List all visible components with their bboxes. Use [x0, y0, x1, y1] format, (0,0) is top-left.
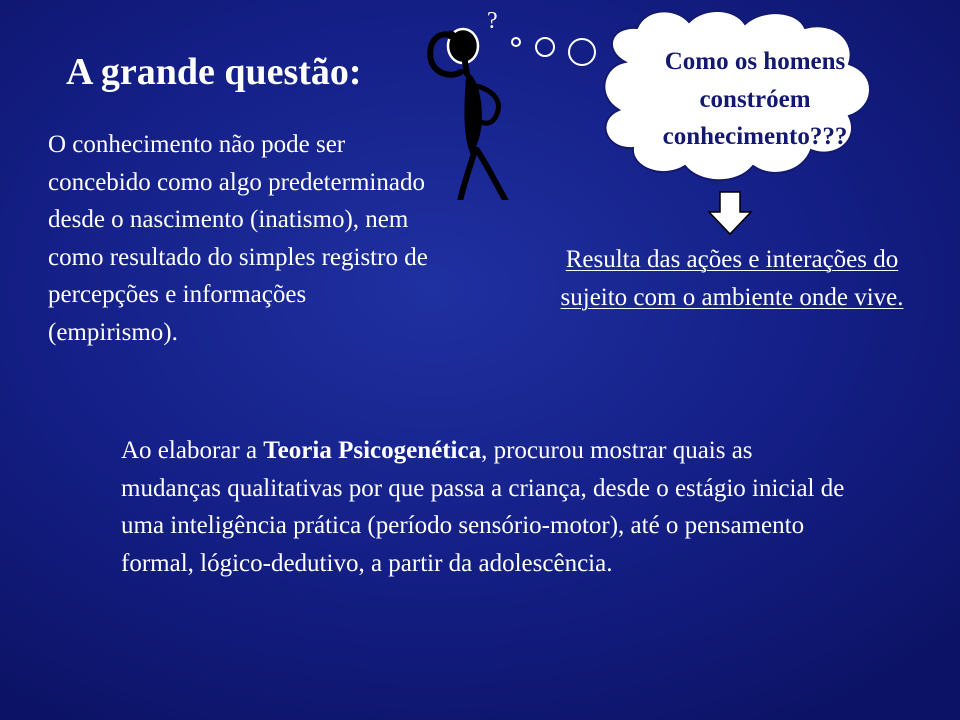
thought-cloud-text [612, 43, 898, 156]
body-prefix: Ao elaborar a [121, 437, 264, 464]
question-mark-label: ? [487, 8, 498, 34]
body-suffix: , procurou mostrar quais as mudanças qualitativas por que passa a criança, desde o estágio inicial de uma inteligência prática (período sensório-motor), até o pensamento formal, lógico-dedutivo, a partir da adolescência. [121, 437, 845, 577]
intro-paragraph: O conhecimento não pode ser concebido como algo predeterminado desde o nascimento (inatismo), nem como resultado do simples registro de percepções e informações (empirismo). [48, 131, 428, 346]
thought-bubble-circles [512, 38, 595, 65]
cloud-line-1: Como os homens [664, 48, 846, 75]
body-paragraph [121, 432, 851, 582]
cloud-line-3: conhecimento??? [662, 123, 848, 150]
theory-name: Teoria Psicogenética [263, 437, 482, 464]
thinking-person-icon [430, 29, 527, 200]
down-arrow-icon [705, 190, 755, 236]
result-statement: Resulta das ações e interações do sujeito com o ambiente onde vive. [560, 246, 904, 311]
slide-title: A grande questão: [66, 51, 362, 93]
cloud-line-2: constróem [699, 85, 811, 113]
